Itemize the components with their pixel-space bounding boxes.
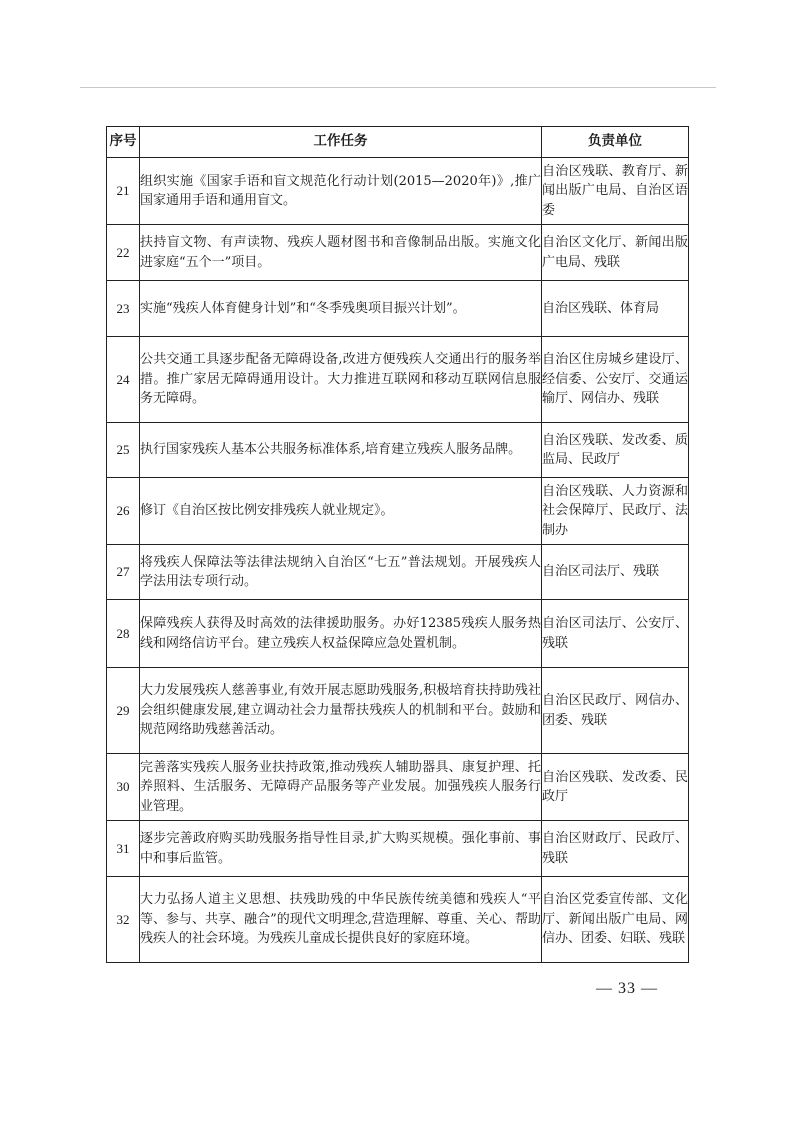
row-unit: 自治区残联、体育局 xyxy=(542,281,689,337)
row-number: 28 xyxy=(107,600,140,668)
table-row xyxy=(107,754,689,821)
table-row xyxy=(107,600,689,668)
row-number: 24 xyxy=(107,337,140,423)
table-row xyxy=(107,668,689,754)
row-task: 完善落实残疾人服务业扶持政策,推动残疾人辅助器具、康复护理、托养照料、生活服务、无障碍产品服务等产业发展。加强残疾人服务行业管理。 xyxy=(140,754,542,821)
row-unit: 自治区残联、发改委、质监局、民政厅 xyxy=(542,423,689,478)
table-row xyxy=(107,423,689,478)
row-number: 27 xyxy=(107,545,140,600)
row-unit: 自治区党委宣传部、文化厅、新闻出版广电局、网信办、团委、妇联、残联 xyxy=(542,877,689,963)
row-number: 25 xyxy=(107,423,140,478)
table-row xyxy=(107,337,689,423)
row-unit: 自治区民政厅、网信办、团委、残联 xyxy=(542,668,689,754)
row-unit: 自治区残联、人力资源和社会保障厅、民政厅、法制办 xyxy=(542,478,689,545)
row-unit: 自治区残联、教育厅、新闻出版广电局、自治区语委 xyxy=(542,158,689,225)
page-number: — 33 — xyxy=(596,980,658,997)
row-task: 保障残疾人获得及时高效的法律援助服务。办好12385残疾人服务热线和网络信访平台。建立残疾人权益保障应急处置机制。 xyxy=(140,600,542,668)
row-number: 21 xyxy=(107,158,140,225)
row-task: 实施“残疾人体育健身计划”和“冬季残奥项目振兴计划”。 xyxy=(140,281,542,337)
row-task: 扶持盲文物、有声读物、残疾人题材图书和音像制品出版。实施文化进家庭“五个一”项目。 xyxy=(140,225,542,281)
row-task: 组织实施《国家手语和盲文规范化行动计划(2015—2020年)》,推广国家通用手语和通用盲文。 xyxy=(140,158,542,225)
row-unit: 自治区残联、发改委、民政厅 xyxy=(542,754,689,821)
row-task: 修订《自治区按比例安排残疾人就业规定》。 xyxy=(140,478,542,545)
table-row xyxy=(107,877,689,963)
row-task: 公共交通工具逐步配备无障碍设备,改进方便残疾人交通出行的服务举措。推广家居无障碍通用设计。大力推进互联网和移动互联网信息服务无障碍。 xyxy=(140,337,542,423)
row-task: 逐步完善政府购买助残服务指导性目录,扩大购买规模。强化事前、事中和事后监管。 xyxy=(140,821,542,877)
row-number: 30 xyxy=(107,754,140,821)
row-task: 大力弘扬人道主义思想、扶残助残的中华民族传统美德和残疾人“平等、参与、共享、融合”的现代文明理念,营造理解、尊重、关心、帮助残疾人的社会环境。为残疾儿童成长提供良好的家庭环境。 xyxy=(140,877,542,963)
table-row xyxy=(107,225,689,281)
row-task: 大力发展残疾人慈善事业,有效开展志愿助残服务,积极培育扶持助残社会组织健康发展,建立调动社会力量帮扶残疾人的机制和平台。鼓励和规范网络助残慈善活动。 xyxy=(140,668,542,754)
row-number: 22 xyxy=(107,225,140,281)
table-row xyxy=(107,281,689,337)
table-header-row xyxy=(107,127,689,158)
header-task: 工作任务 xyxy=(140,127,542,158)
row-unit: 自治区财政厅、民政厅、残联 xyxy=(542,821,689,877)
row-unit: 自治区司法厅、公安厅、残联 xyxy=(542,600,689,668)
header-no: 序号 xyxy=(107,127,140,158)
header-rule xyxy=(80,87,716,88)
header-unit: 负责单位 xyxy=(542,127,689,158)
row-task: 执行国家残疾人基本公共服务标准体系,培育建立残疾人服务品牌。 xyxy=(140,423,542,478)
table-row xyxy=(107,158,689,225)
row-unit: 自治区住房城乡建设厅、经信委、公安厅、交通运输厅、网信办、残联 xyxy=(542,337,689,423)
task-table xyxy=(106,126,689,963)
row-number: 29 xyxy=(107,668,140,754)
table-row xyxy=(107,821,689,877)
row-number: 32 xyxy=(107,877,140,963)
row-task: 将残疾人保障法等法律法规纳入自治区“七五”普法规划。开展残疾人学法用法专项行动。 xyxy=(140,545,542,600)
table-row xyxy=(107,545,689,600)
table-row xyxy=(107,478,689,545)
row-number: 31 xyxy=(107,821,140,877)
row-unit: 自治区文化厅、新闻出版广电局、残联 xyxy=(542,225,689,281)
row-number: 23 xyxy=(107,281,140,337)
row-unit: 自治区司法厅、残联 xyxy=(542,545,689,600)
row-number: 26 xyxy=(107,478,140,545)
